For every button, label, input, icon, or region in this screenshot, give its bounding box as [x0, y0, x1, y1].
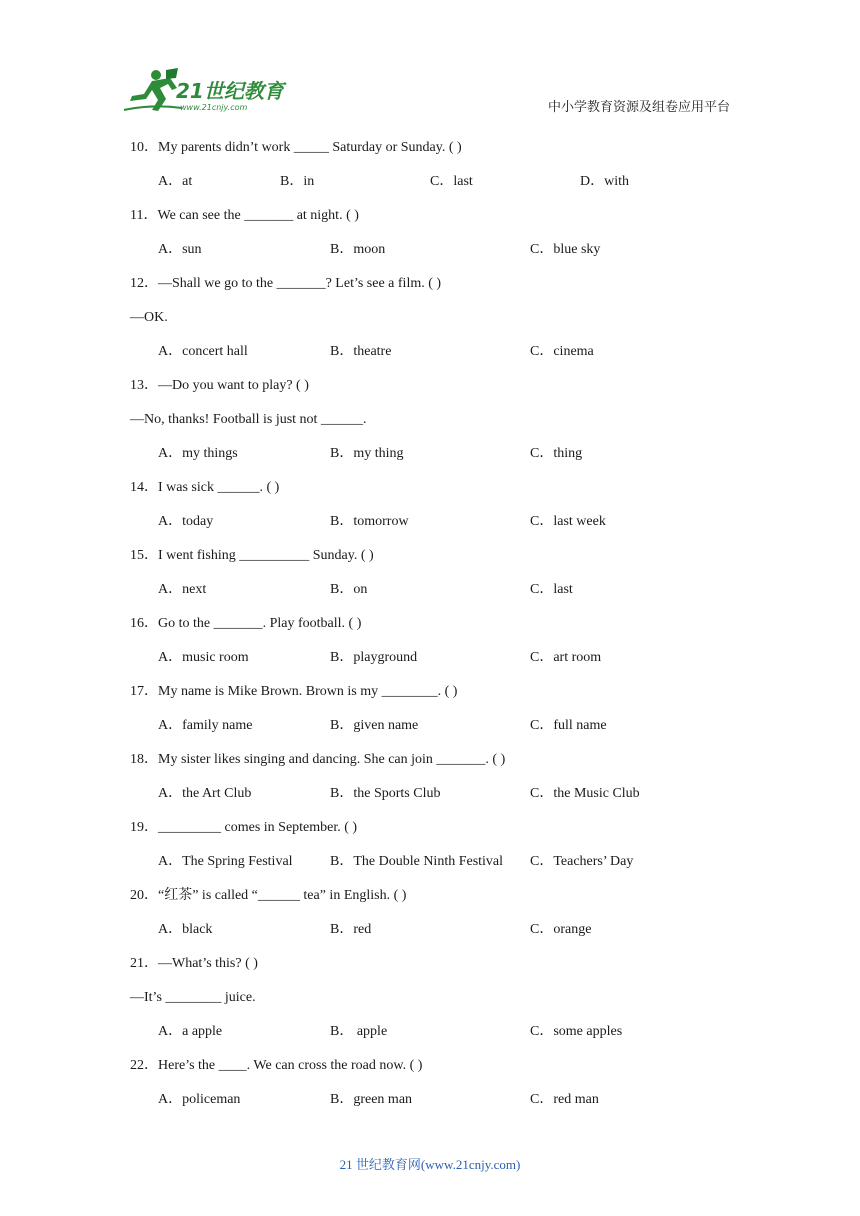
answer-options: [130, 851, 750, 885]
answer-option: A．family name: [158, 718, 253, 733]
answer-option: A．a apple: [158, 1024, 223, 1039]
answer-options: [130, 783, 750, 817]
question-item: [130, 477, 750, 545]
answer-options: [130, 579, 750, 613]
answer-option: B．red: [330, 922, 372, 937]
answer-option: B．the Sports Club: [330, 786, 441, 801]
answer-options: [130, 647, 750, 681]
answer-option: B．in: [280, 174, 315, 189]
answer-options: [130, 511, 750, 545]
svg-text:www.21cnjy.com: www.21cnjy.com: [180, 103, 248, 112]
question-stem: 13．—Do you want to play? ( ): [130, 378, 309, 393]
question-list: [130, 137, 750, 1123]
answer-option: C．blue sky: [530, 242, 601, 257]
answer-option: C．last week: [530, 514, 606, 529]
answer-options: [130, 239, 750, 273]
answer-option: C．some apples: [530, 1024, 623, 1039]
answer-option: B．theatre: [330, 344, 392, 359]
answer-option: B．given name: [330, 718, 419, 733]
question-item: [130, 885, 750, 953]
question-stem: 20．“红茶” is called “______ tea” in English. ( ): [130, 888, 407, 903]
answer-option: A．next: [158, 582, 207, 597]
answer-option: D．with: [580, 174, 629, 189]
header-platform-text: 中小学教育资源及组卷应用平台: [547, 100, 730, 115]
answer-options: [130, 171, 750, 205]
answer-option: C．red man: [530, 1092, 599, 1107]
question-item: [130, 205, 750, 273]
question-dialogue-line: —OK.: [130, 310, 168, 325]
answer-options: [130, 1021, 750, 1055]
question-stem: 21．—What’s this? ( ): [130, 956, 258, 971]
answer-option: C．the Music Club: [530, 786, 640, 801]
answer-option: B．playground: [330, 650, 418, 665]
answer-options: [130, 341, 750, 375]
answer-option: C．last: [530, 582, 573, 597]
answer-option: B．tomorrow: [330, 514, 409, 529]
answer-option: A．at: [158, 174, 193, 189]
question-item: [130, 375, 750, 477]
answer-option: A．music room: [158, 650, 249, 665]
question-item: [130, 613, 750, 681]
answer-option: B．my thing: [330, 446, 404, 461]
question-item: [130, 545, 750, 613]
question-stem: 17．My name is Mike Brown. Brown is my ________. ( ): [130, 684, 458, 699]
page-header: [0, 0, 860, 130]
answer-option: B． apple: [330, 1024, 388, 1039]
answer-option: A．my things: [158, 446, 238, 461]
site-logo: [122, 66, 292, 116]
answer-option: C．Teachers’ Day: [530, 854, 634, 869]
answer-option: C．cinema: [530, 344, 594, 359]
answer-option: C．art room: [530, 650, 602, 665]
svg-text:21世纪教育: 21世纪教育: [176, 79, 284, 103]
question-dialogue-line: —No, thanks! Football is just not ______.: [130, 412, 367, 427]
answer-option: C．full name: [530, 718, 607, 733]
question-stem: 22．Here’s the ____. We can cross the road now. ( ): [130, 1058, 423, 1073]
answer-option: B．green man: [330, 1092, 413, 1107]
question-item: [130, 749, 750, 817]
question-stem: 16．Go to the _______. Play football. ( ): [130, 616, 362, 631]
question-item: [130, 137, 750, 205]
answer-option: C．thing: [530, 446, 583, 461]
answer-option: C．orange: [530, 922, 592, 937]
page-footer: 21 世纪教育网(www.21cnjy.com): [339, 1157, 521, 1172]
answer-option: A．The Spring Festival: [158, 854, 293, 869]
question-item: [130, 273, 750, 375]
answer-options: [130, 919, 750, 953]
question-item: [130, 817, 750, 885]
question-stem: 14．I was sick ______. ( ): [130, 480, 280, 495]
question-stem: 19．_________ comes in September. ( ): [130, 820, 358, 835]
question-dialogue-line: —It’s ________ juice.: [130, 990, 256, 1005]
answer-options: [130, 443, 750, 477]
answer-options: [130, 1089, 750, 1123]
question-item: [130, 681, 750, 749]
answer-option: A．concert hall: [158, 344, 248, 359]
answer-option: B．on: [330, 582, 368, 597]
answer-option: A．the Art Club: [158, 786, 252, 801]
answer-option: C．last: [430, 174, 473, 189]
question-stem: 15．I went fishing __________ Sunday. ( ): [130, 548, 374, 563]
question-stem: 10．My parents didn’t work _____ Saturday or Sunday. ( ): [130, 140, 462, 155]
answer-option: B．moon: [330, 242, 386, 257]
question-item: [130, 1055, 750, 1123]
question-item: [130, 953, 750, 1055]
answer-option: B．The Double Ninth Festival: [330, 854, 504, 869]
answer-option: A．today: [158, 514, 214, 529]
answer-options: [130, 715, 750, 749]
answer-option: A．black: [158, 922, 213, 937]
answer-option: A．sun: [158, 242, 202, 257]
answer-option: A．policeman: [158, 1092, 241, 1107]
question-stem: 18．My sister likes singing and dancing. She can join _______. ( ): [130, 752, 506, 767]
question-stem: 12．—Shall we go to the _______? Let’s see a film. ( ): [130, 276, 442, 291]
question-stem: 11．We can see the _______ at night. ( ): [130, 208, 359, 223]
